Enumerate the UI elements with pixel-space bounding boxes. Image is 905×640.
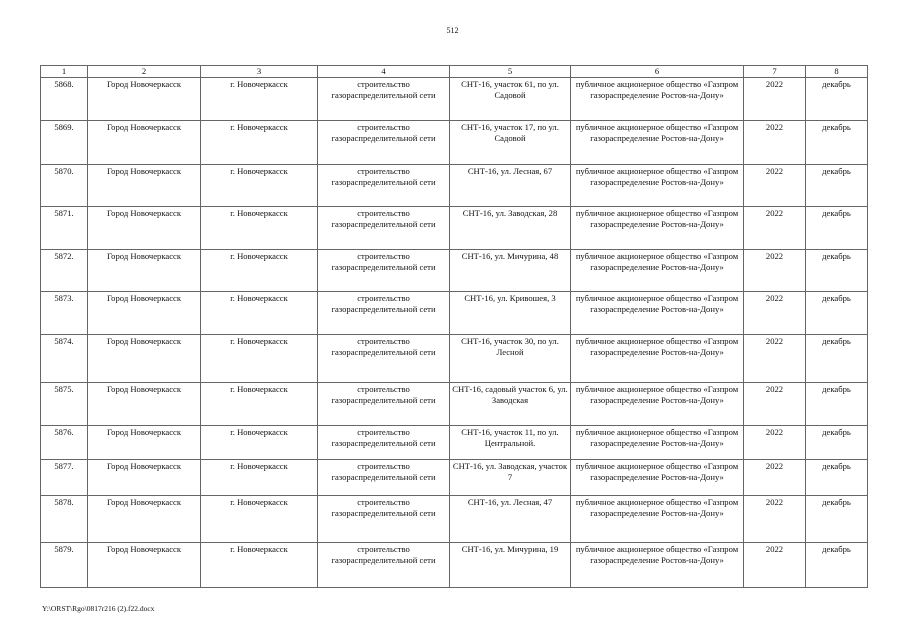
work-type-cell: строительство газораспределительной сети bbox=[318, 250, 450, 292]
header-row bbox=[41, 66, 868, 78]
registry-table bbox=[40, 65, 868, 588]
district-cell: Город Новочеркасск bbox=[88, 207, 201, 250]
table-row bbox=[41, 460, 868, 496]
table-row bbox=[41, 165, 868, 207]
district-cell: Город Новочеркасск bbox=[88, 165, 201, 207]
month-cell: декабрь bbox=[806, 383, 868, 426]
column-header: 7 bbox=[744, 66, 806, 78]
address-cell: СНТ-16, ул. Лесная, 67 bbox=[450, 165, 571, 207]
address-cell: СНТ-16, ул. Лесная, 47 bbox=[450, 496, 571, 543]
table-row bbox=[41, 250, 868, 292]
year-cell: 2022 bbox=[744, 207, 806, 250]
row-number: 5874. bbox=[41, 335, 88, 383]
month-cell: декабрь bbox=[806, 207, 868, 250]
row-number: 5877. bbox=[41, 460, 88, 496]
footer-file-path: Y:\ORST\Rgo\0817r216 (2).f22.docx bbox=[42, 604, 155, 613]
address-cell: СНТ-16, ул. Заводская, 28 bbox=[450, 207, 571, 250]
city-cell: г. Новочеркасск bbox=[201, 460, 318, 496]
row-number: 5878. bbox=[41, 496, 88, 543]
address-cell: СНТ-16, садовый участок 6, ул. Заводская bbox=[450, 383, 571, 426]
owner-cell: публичное акционерное общество «Газпром газораспределение Ростов-на-Дону» bbox=[571, 207, 744, 250]
table-row bbox=[41, 496, 868, 543]
work-type-cell: строительство газораспределительной сети bbox=[318, 207, 450, 250]
district-cell: Город Новочеркасск bbox=[88, 460, 201, 496]
table-row bbox=[41, 78, 868, 121]
month-cell: декабрь bbox=[806, 335, 868, 383]
address-cell: СНТ-16, ул. Кривошея, 3 bbox=[450, 292, 571, 335]
row-number: 5868. bbox=[41, 78, 88, 121]
city-cell: г. Новочеркасск bbox=[201, 335, 318, 383]
column-header: 6 bbox=[571, 66, 744, 78]
work-type-cell: строительство газораспределительной сети bbox=[318, 121, 450, 165]
page-number: 512 bbox=[446, 26, 459, 35]
work-type-cell: строительство газораспределительной сети bbox=[318, 335, 450, 383]
row-number: 5870. bbox=[41, 165, 88, 207]
city-cell: г. Новочеркасск bbox=[201, 207, 318, 250]
column-header: 3 bbox=[201, 66, 318, 78]
row-number: 5879. bbox=[41, 543, 88, 588]
column-header: 4 bbox=[318, 66, 450, 78]
address-cell: СНТ-16, ул. Мичурина, 19 bbox=[450, 543, 571, 588]
owner-cell: публичное акционерное общество «Газпром газораспределение Ростов-на-Дону» bbox=[571, 121, 744, 165]
district-cell: Город Новочеркасск bbox=[88, 426, 201, 460]
row-number: 5872. bbox=[41, 250, 88, 292]
city-cell: г. Новочеркасск bbox=[201, 121, 318, 165]
work-type-cell: строительство газораспределительной сети bbox=[318, 292, 450, 335]
district-cell: Город Новочеркасск bbox=[88, 383, 201, 426]
work-type-cell: строительство газораспределительной сети bbox=[318, 165, 450, 207]
table-row bbox=[41, 292, 868, 335]
column-header: 2 bbox=[88, 66, 201, 78]
city-cell: г. Новочеркасск bbox=[201, 543, 318, 588]
owner-cell: публичное акционерное общество «Газпром газораспределение Ростов-на-Дону» bbox=[571, 426, 744, 460]
month-cell: декабрь bbox=[806, 426, 868, 460]
address-cell: СНТ-16, ул. Заводская, участок 7 bbox=[450, 460, 571, 496]
owner-cell: публичное акционерное общество «Газпром газораспределение Ростов-на-Дону» bbox=[571, 543, 744, 588]
year-cell: 2022 bbox=[744, 250, 806, 292]
owner-cell: публичное акционерное общество «Газпром газораспределение Ростов-на-Дону» bbox=[571, 165, 744, 207]
owner-cell: публичное акционерное общество «Газпром газораспределение Ростов-на-Дону» bbox=[571, 383, 744, 426]
work-type-cell: строительство газораспределительной сети bbox=[318, 460, 450, 496]
table-row bbox=[41, 207, 868, 250]
month-cell: декабрь bbox=[806, 78, 868, 121]
city-cell: г. Новочеркасск bbox=[201, 165, 318, 207]
city-cell: г. Новочеркасск bbox=[201, 250, 318, 292]
table-row bbox=[41, 335, 868, 383]
owner-cell: публичное акционерное общество «Газпром газораспределение Ростов-на-Дону» bbox=[571, 460, 744, 496]
column-header: 5 bbox=[450, 66, 571, 78]
row-number: 5869. bbox=[41, 121, 88, 165]
owner-cell: публичное акционерное общество «Газпром газораспределение Ростов-на-Дону» bbox=[571, 292, 744, 335]
address-cell: СНТ-16, ул. Мичурина, 48 bbox=[450, 250, 571, 292]
month-cell: декабрь bbox=[806, 460, 868, 496]
work-type-cell: строительство газораспределительной сети bbox=[318, 426, 450, 460]
city-cell: г. Новочеркасск bbox=[201, 383, 318, 426]
address-cell: СНТ-16, участок 11, по ул. Центральной. bbox=[450, 426, 571, 460]
table-row bbox=[41, 543, 868, 588]
district-cell: Город Новочеркасск bbox=[88, 121, 201, 165]
address-cell: СНТ-16, участок 30, по ул. Лесной bbox=[450, 335, 571, 383]
owner-cell: публичное акционерное общество «Газпром газораспределение Ростов-на-Дону» bbox=[571, 250, 744, 292]
city-cell: г. Новочеркасск bbox=[201, 426, 318, 460]
month-cell: декабрь bbox=[806, 165, 868, 207]
month-cell: декабрь bbox=[806, 543, 868, 588]
year-cell: 2022 bbox=[744, 543, 806, 588]
year-cell: 2022 bbox=[744, 426, 806, 460]
city-cell: г. Новочеркасск bbox=[201, 292, 318, 335]
year-cell: 2022 bbox=[744, 78, 806, 121]
district-cell: Город Новочеркасск bbox=[88, 335, 201, 383]
row-number: 5876. bbox=[41, 426, 88, 460]
city-cell: г. Новочеркасск bbox=[201, 78, 318, 121]
owner-cell: публичное акционерное общество «Газпром газораспределение Ростов-на-Дону» bbox=[571, 496, 744, 543]
owner-cell: публичное акционерное общество «Газпром газораспределение Ростов-на-Дону» bbox=[571, 335, 744, 383]
district-cell: Город Новочеркасск bbox=[88, 496, 201, 543]
month-cell: декабрь bbox=[806, 250, 868, 292]
table-row bbox=[41, 426, 868, 460]
work-type-cell: строительство газораспределительной сети bbox=[318, 543, 450, 588]
district-cell: Город Новочеркасск bbox=[88, 292, 201, 335]
work-type-cell: строительство газораспределительной сети bbox=[318, 496, 450, 543]
year-cell: 2022 bbox=[744, 383, 806, 426]
month-cell: декабрь bbox=[806, 496, 868, 543]
year-cell: 2022 bbox=[744, 121, 806, 165]
year-cell: 2022 bbox=[744, 165, 806, 207]
district-cell: Город Новочеркасск bbox=[88, 543, 201, 588]
row-number: 5871. bbox=[41, 207, 88, 250]
district-cell: Город Новочеркасск bbox=[88, 250, 201, 292]
column-header: 1 bbox=[41, 66, 88, 78]
month-cell: декабрь bbox=[806, 121, 868, 165]
address-cell: СНТ-16, участок 61, по ул. Садовой bbox=[450, 78, 571, 121]
year-cell: 2022 bbox=[744, 292, 806, 335]
owner-cell: публичное акционерное общество «Газпром газораспределение Ростов-на-Дону» bbox=[571, 78, 744, 121]
table-body bbox=[41, 66, 868, 588]
row-number: 5875. bbox=[41, 383, 88, 426]
year-cell: 2022 bbox=[744, 335, 806, 383]
address-cell: СНТ-16, участок 17, по ул. Садовой bbox=[450, 121, 571, 165]
city-cell: г. Новочеркасск bbox=[201, 496, 318, 543]
table-row bbox=[41, 121, 868, 165]
work-type-cell: строительство газораспределительной сети bbox=[318, 78, 450, 121]
year-cell: 2022 bbox=[744, 496, 806, 543]
district-cell: Город Новочеркасск bbox=[88, 78, 201, 121]
year-cell: 2022 bbox=[744, 460, 806, 496]
month-cell: декабрь bbox=[806, 292, 868, 335]
column-header: 8 bbox=[806, 66, 868, 78]
table-row bbox=[41, 383, 868, 426]
work-type-cell: строительство газораспределительной сети bbox=[318, 383, 450, 426]
row-number: 5873. bbox=[41, 292, 88, 335]
